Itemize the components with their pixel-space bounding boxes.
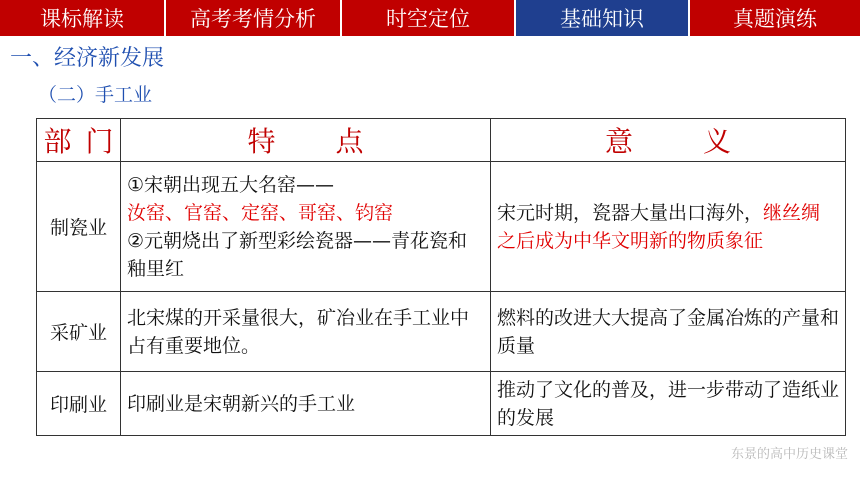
- significance-red-text: 继丝绸之后成为中华文明新的物质象征: [497, 201, 821, 252]
- dept-cell: 采矿业: [37, 292, 121, 372]
- significance-text: 宋元时期，瓷器大量出口海外，: [497, 201, 764, 224]
- header-dept: [37, 119, 121, 162]
- header-features: [121, 119, 491, 162]
- tab-curriculum[interactable]: 课标解读: [0, 0, 166, 36]
- header-dept-char-1: 部: [43, 125, 72, 158]
- top-nav-tabs: [0, 0, 860, 36]
- header-dept-char-2: 门: [85, 125, 114, 158]
- table-header-row: [37, 119, 846, 162]
- header-significance: [491, 119, 846, 162]
- handicraft-table: [36, 118, 846, 436]
- section-title: 一、经济新发展: [10, 46, 165, 71]
- significance-cell: 推动了文化的普及，进一步带动了造纸业的发展: [491, 372, 846, 436]
- subsection-title: （二）手工业: [38, 84, 153, 106]
- header-significance-char-2: 义: [703, 125, 732, 158]
- features-kilns-red: 汝窑、官窑、定窑、哥窑、钧窑: [127, 201, 394, 224]
- dept-cell: 印刷业: [37, 372, 121, 436]
- tab-exam-analysis[interactable]: 高考考情分析: [166, 0, 342, 36]
- features-line: ②元朝烧出了新型彩绘瓷器——青花瓷和釉里红: [127, 229, 468, 280]
- tab-basic-knowledge[interactable]: 基础知识: [516, 0, 690, 36]
- features-line: ①宋朝出现五大名窑——: [127, 173, 335, 196]
- header-features-char-2: 点: [335, 125, 364, 158]
- significance-cell: [491, 162, 846, 292]
- table-row: [37, 292, 846, 372]
- significance-cell: 燃料的改进大大提高了金属冶炼的产量和质量: [491, 292, 846, 372]
- table-row: [37, 162, 846, 292]
- header-significance-char-1: 意: [604, 125, 633, 158]
- watermark: 东景的高中历史课堂: [730, 447, 848, 462]
- tab-exam-practice[interactable]: 真题演练: [733, 7, 817, 31]
- dept-cell: 制瓷业: [37, 162, 121, 292]
- features-cell: 北宋煤的开采量很大，矿冶业在手工业中占有重要地位。: [121, 292, 491, 372]
- features-cell: [121, 162, 491, 292]
- header-features-char-1: 特: [247, 125, 276, 158]
- tab-time-space[interactable]: 时空定位: [342, 0, 516, 36]
- table-row: [37, 372, 846, 436]
- features-cell: 印刷业是宋朝新兴的手工业: [121, 372, 491, 436]
